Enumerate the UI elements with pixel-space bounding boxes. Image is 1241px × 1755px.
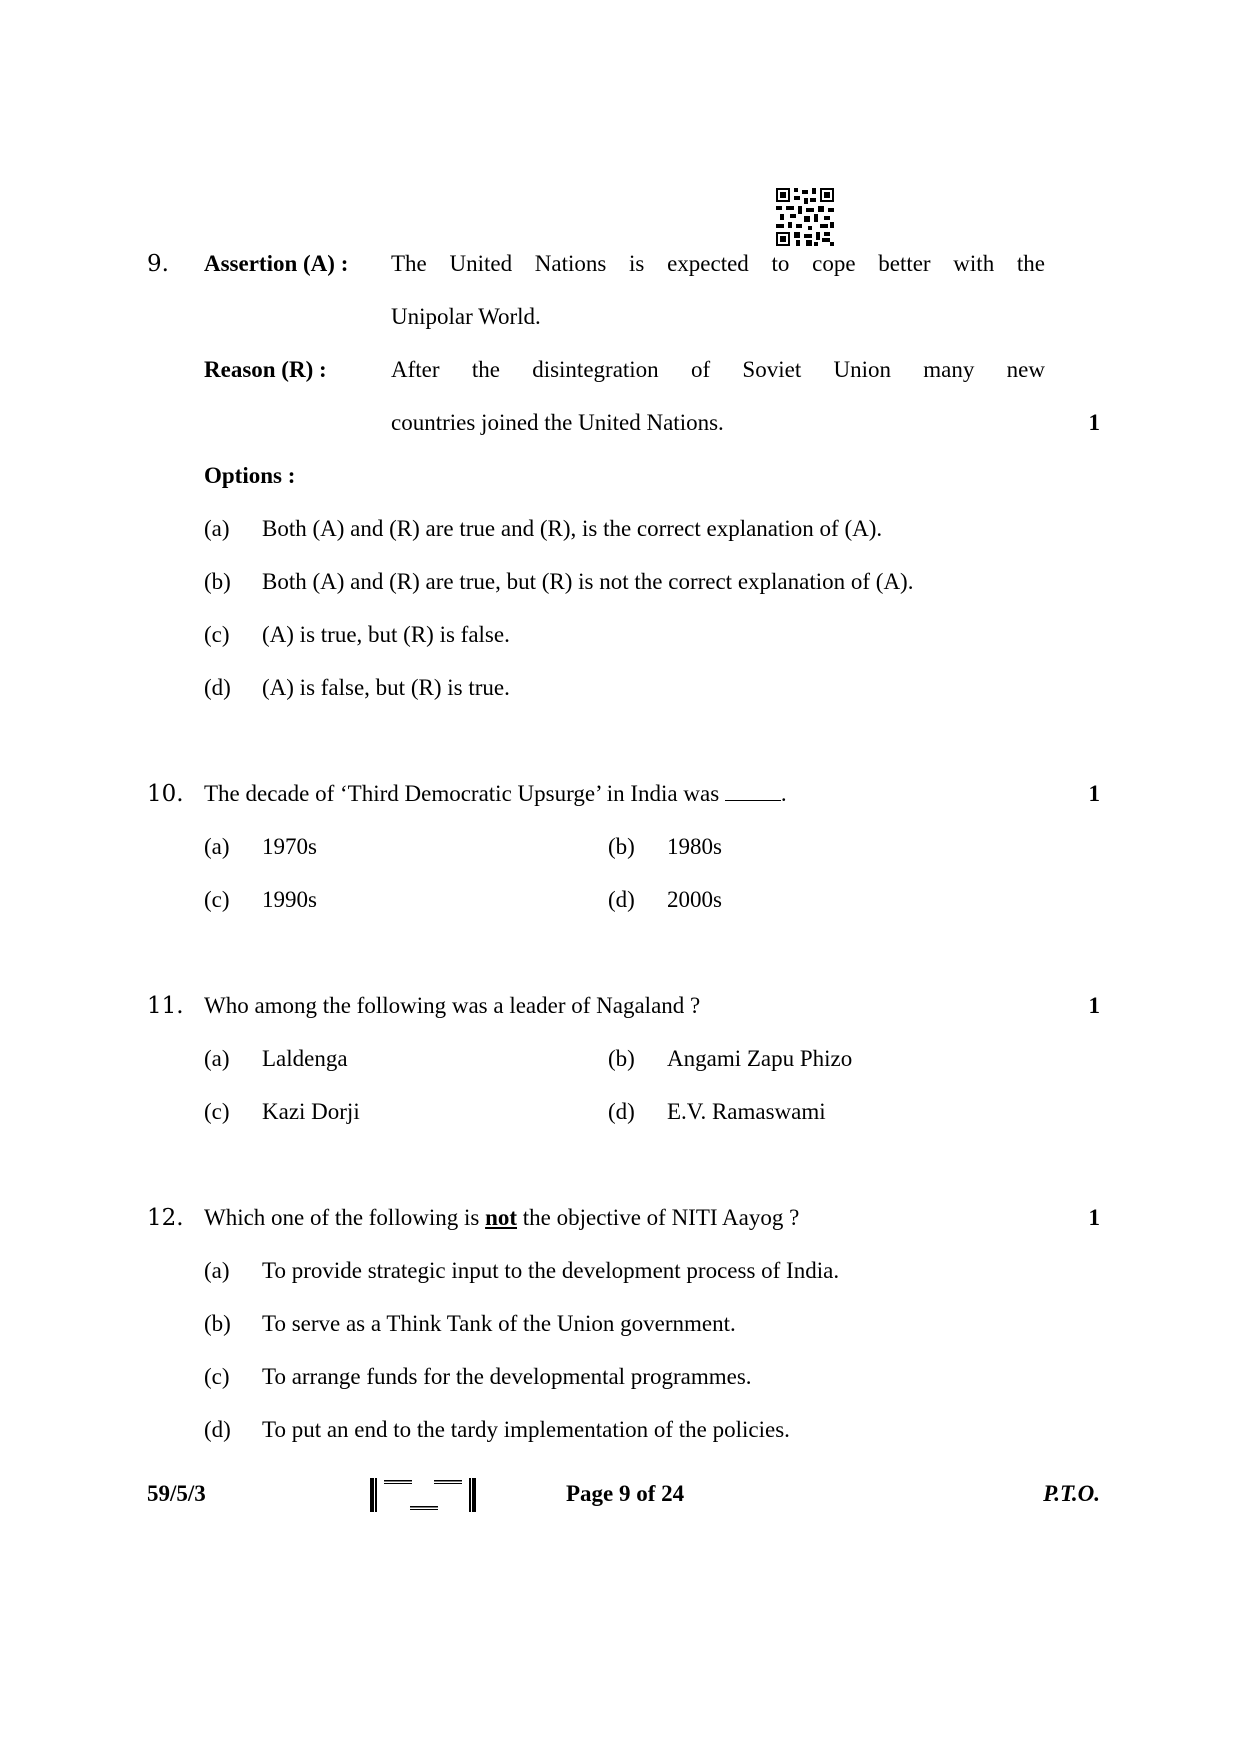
q12-question-after: the objective of NITI Aayog ? [522,1205,800,1230]
q12-option-a-label: (a) [204,1258,230,1283]
q11-option-c-text: Kazi Dorji [262,1099,360,1124]
q12-option-b-text: To serve as a Think Tank of the Union government. [262,1311,736,1336]
footer-pto: P.T.O. [1043,1481,1100,1506]
q11-option-b-text: Angami Zapu Phizo [667,1046,853,1071]
q10-marks: 1 [1088,781,1100,806]
qr-code-icon [776,188,834,246]
q9-marks: 1 [1088,410,1100,435]
q9-option-b-text: Both (A) and (R) are true, but (R) is not the correct explanation of (A). [262,569,914,594]
q12-question [204,1204,799,1232]
q10-option-d-text: 2000s [667,887,722,912]
q10-option-d-label: (d) [608,887,635,912]
q12-marks: 1 [1088,1205,1100,1230]
q9-option-a-label: (a) [204,516,230,541]
q11-option-a-label: (a) [204,1046,230,1071]
q11-option-d-label: (d) [608,1099,635,1124]
q10-blank [725,782,781,801]
q11-option-d-text: E.V. Ramaswami [667,1099,826,1124]
q12-option-d-text: To put an end to the tardy implementation of the policies. [262,1417,790,1442]
q9-option-b-label: (b) [204,569,231,594]
barcode-icon [370,1478,476,1512]
q12-question-emphasis: not [485,1205,518,1230]
q12-option-a-text: To provide strategic input to the development process of India. [262,1258,840,1283]
q11-question: Who among the following was a leader of Nagaland ? [204,993,701,1018]
q9-reason-line2: countries joined the United Nations. [391,410,724,435]
q9-option-a-text: Both (A) and (R) are true and (R), is the correct explanation of (A). [262,516,883,541]
q12-question-before: Which one of the following is [204,1205,480,1230]
q9-assertion-line2: Unipolar World. [391,304,541,329]
q9-option-c-text: (A) is true, but (R) is false. [262,622,510,647]
q9-option-c-label: (c) [204,622,230,647]
q10-option-b-text: 1980s [667,834,722,859]
q12-option-c-text: To arrange funds for the developmental programmes. [262,1364,752,1389]
q12-option-c-label: (c) [204,1364,230,1389]
q11-option-a-text: Laldenga [262,1046,348,1071]
q9-number: 9. [147,251,169,277]
q12-option-b-label: (b) [204,1311,231,1336]
q9-reason-line1: After the disintegration of Soviet Union many new [391,357,1045,382]
q11-marks: 1 [1088,993,1100,1018]
q11-number: 11. [147,993,184,1019]
q11-option-c-label: (c) [204,1099,230,1124]
q10-number: 10. [147,781,184,807]
q9-option-d-text: (A) is false, but (R) is true. [262,675,510,700]
q10-question-text: The decade of ‘Third Democratic Upsurge’ in India was [204,781,720,806]
q12-option-d-label: (d) [204,1417,231,1442]
footer-paper-code: 59/5/3 [147,1481,206,1506]
q9-options-heading: Options : [204,463,296,488]
q11-option-b-label: (b) [608,1046,635,1071]
q10-option-a-text: 1970s [262,834,317,859]
q9-option-d-label: (d) [204,675,231,700]
q10-option-c-label: (c) [204,887,230,912]
q10-question-end: . [780,781,787,806]
q9-assertion-label: Assertion (A) : [204,251,349,276]
q10-option-c-text: 1990s [262,887,317,912]
q12-number: 12. [147,1205,184,1231]
q9-assertion-line1: The United Nations is expected to cope better with the [391,251,1045,276]
q10-option-a-label: (a) [204,834,230,859]
q10-question [204,780,787,808]
footer-page-number: Page 9 of 24 [566,1481,685,1506]
q9-reason-label: Reason (R) : [204,357,327,382]
q10-option-b-label: (b) [608,834,635,859]
